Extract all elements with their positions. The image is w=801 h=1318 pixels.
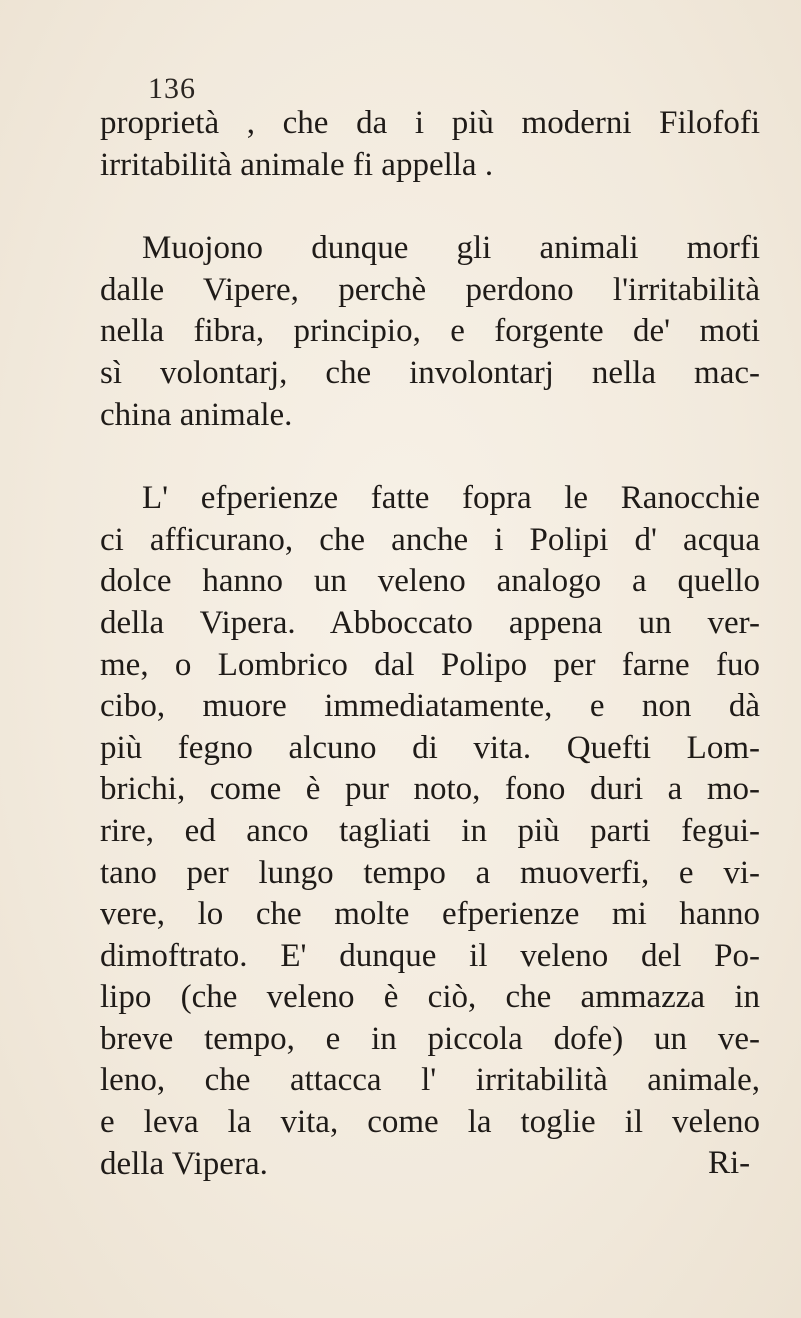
text-line: vere, lo che molte efperienze mi hanno — [100, 896, 760, 933]
text-line: L' efperienze fatte fopra le Ranocchie — [142, 480, 760, 517]
text-line: più fegno alcuno di vita. Quefti Lom- — [100, 729, 760, 766]
text-line: leno, che attacca l' irritabilità animale, — [100, 1062, 760, 1099]
text-line: me, o Lombrico dal Polipo per farne fuo — [100, 646, 760, 683]
text-line: della Vipera. — [100, 1145, 268, 1182]
paragraph-3 — [100, 478, 760, 1185]
text-line: breve tempo, e in piccola dofe) un ve- — [100, 1020, 760, 1057]
text-line: Muojono dunque gli animali morfi — [142, 230, 760, 267]
text-line: lipo (che veleno è ciò, che ammazza in — [100, 979, 760, 1016]
text-line: dolce hanno un veleno analogo a quello — [100, 563, 760, 600]
text-line: dalle Vipere, perchè perdono l'irritabilità — [100, 271, 760, 308]
text-line: sì volontarj, che involontarj nella mac- — [100, 354, 760, 391]
body-text — [100, 103, 760, 1185]
paragraph-2 — [100, 228, 760, 436]
text-line: nella fibra, principio, e forgente de' moti — [100, 313, 760, 350]
page-number: 136 — [148, 72, 196, 105]
paragraph-1 — [100, 103, 760, 186]
text-line: proprietà , che da i più moderni Filofofi — [100, 105, 760, 141]
text-line: china animale. — [100, 396, 293, 433]
text-line: tano per lungo tempo a muoverfi, e vi- — [100, 854, 760, 891]
text-line: dimoftrato. E' dunque il veleno del Po- — [100, 937, 760, 974]
text-line: ci afficurano, che anche i Polipi d' acqua — [100, 521, 760, 558]
text-line: della Vipera. Abboccato appena un ver- — [100, 604, 760, 641]
text-line: brichi, come è pur noto, fono duri a mo- — [100, 771, 760, 808]
text-line: irritabilità animale fi appella . — [100, 146, 494, 183]
text-line: rire, ed anco tagliati in più parti fegui- — [100, 812, 760, 849]
catchword: Ri- — [708, 1145, 751, 1181]
text-line: e leva la vita, come la toglie il veleno — [100, 1104, 760, 1141]
text-line: cibo, muore immediatamente, e non dà — [100, 688, 760, 725]
